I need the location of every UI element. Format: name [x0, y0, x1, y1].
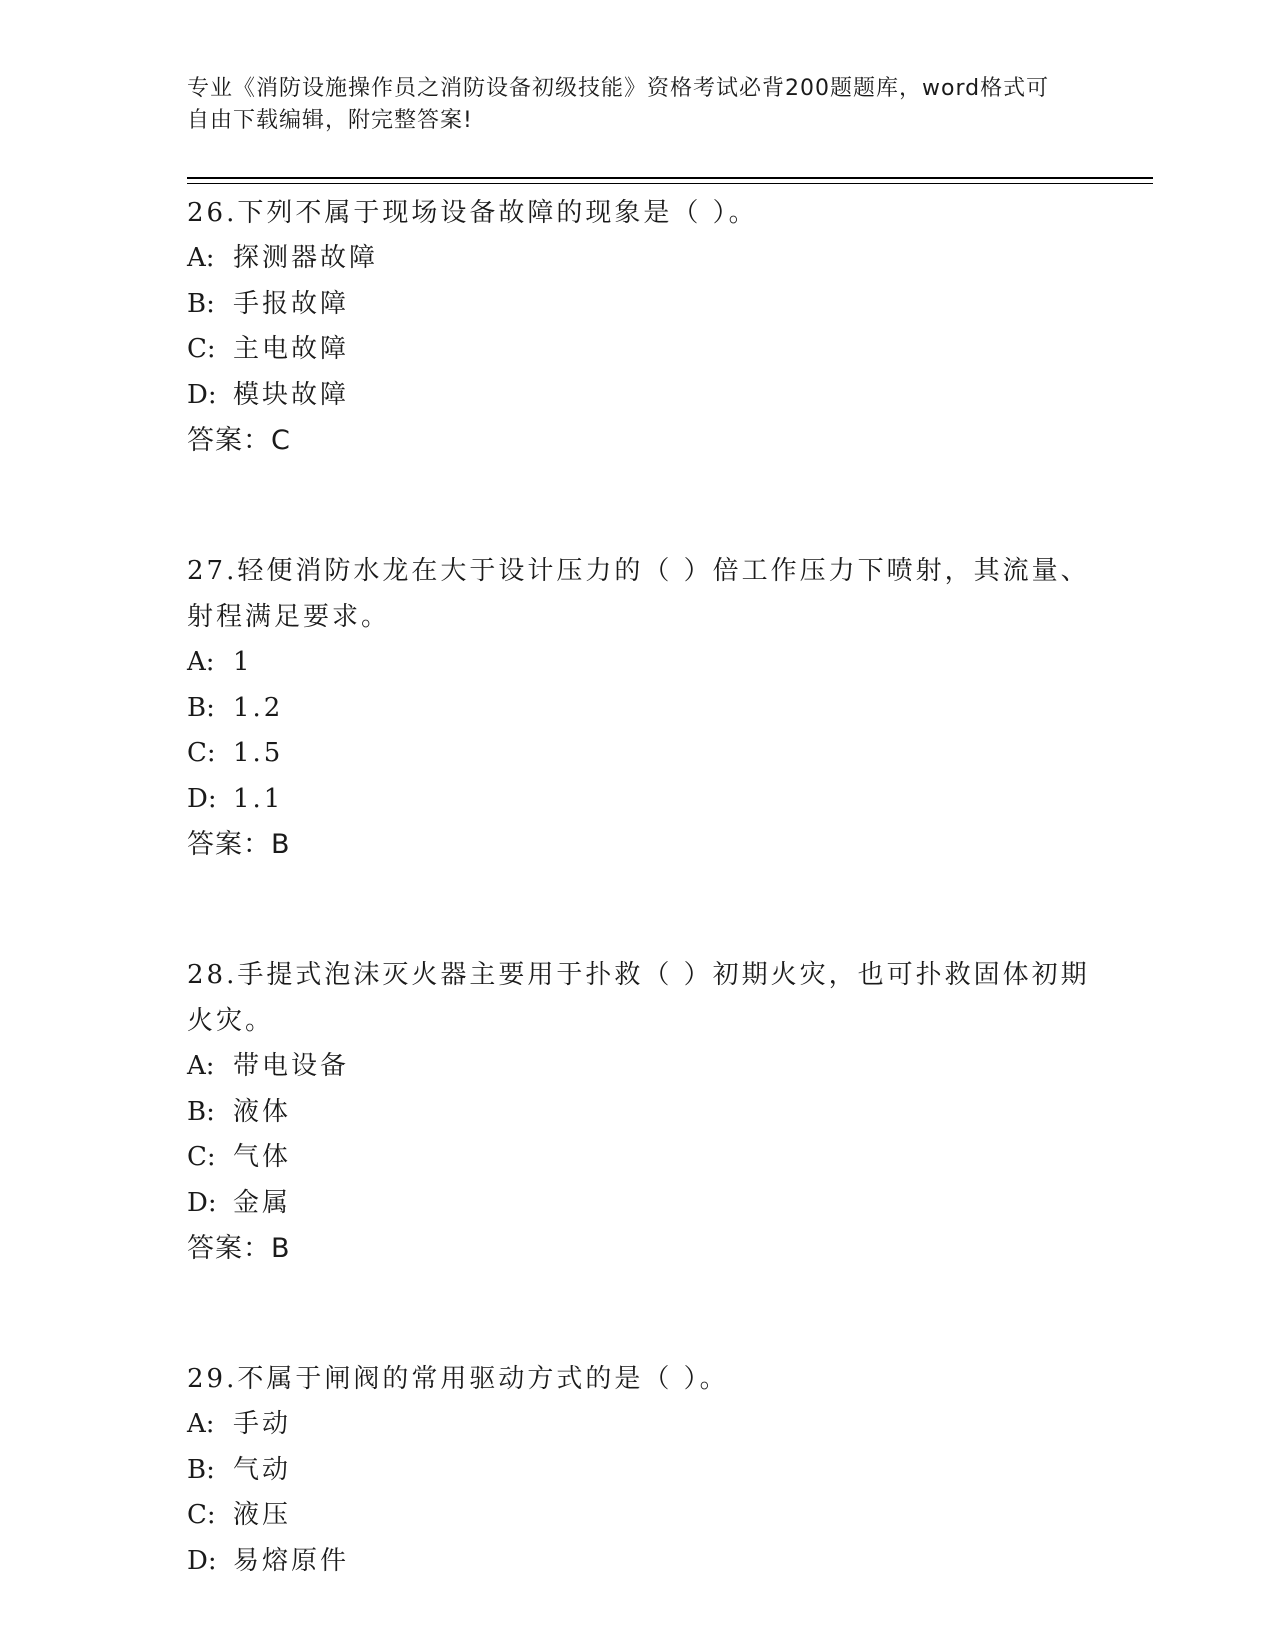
- option-d: [187, 1539, 1117, 1585]
- option-text: 1.2: [233, 692, 284, 723]
- option-letter: C:: [187, 334, 216, 364]
- option-letter: B:: [187, 1454, 215, 1485]
- option-b: [187, 282, 1117, 328]
- answer-line: 答案：B: [187, 1233, 291, 1264]
- option-letter: C:: [187, 1500, 216, 1530]
- option-letter: D:: [187, 1187, 217, 1218]
- question-spacer: [187, 464, 1117, 548]
- option-c: [187, 1135, 1117, 1181]
- option-letter: A:: [187, 1051, 215, 1081]
- option-a: [187, 1044, 1117, 1090]
- answer-line: 答案：C: [187, 425, 291, 456]
- question-spacer: [187, 868, 1117, 952]
- option-text: 金属: [233, 1187, 292, 1218]
- answer-line: 答案：B: [187, 829, 291, 860]
- option-text: 模块故障: [233, 379, 350, 410]
- option-text: 液体: [233, 1096, 292, 1127]
- option-b: [187, 1090, 1117, 1136]
- option-text: 手动: [233, 1409, 292, 1439]
- option-text: 探测器故障: [233, 243, 379, 273]
- option-c: [187, 1493, 1117, 1539]
- header-divider-thick: [187, 177, 1153, 179]
- option-letter: A:: [187, 647, 215, 677]
- question-stem: 29.不属于闸阀的常用驱动方式的是（ ）。: [187, 1364, 729, 1394]
- option-text: 1.1: [233, 783, 284, 814]
- option-letter: B:: [187, 288, 215, 319]
- question-29: [187, 1356, 1117, 1584]
- option-d: [187, 777, 1117, 823]
- option-text: 1: [233, 647, 253, 677]
- option-c: [187, 327, 1117, 373]
- option-letter: C:: [187, 1142, 216, 1172]
- document-header: [187, 73, 1067, 137]
- question-26: [187, 190, 1117, 464]
- option-letter: D:: [187, 783, 217, 814]
- option-text: 手报故障: [233, 288, 350, 319]
- option-d: [187, 373, 1117, 419]
- question-spacer: [187, 1272, 1117, 1356]
- option-letter: D:: [187, 379, 217, 410]
- question-list: [187, 190, 1117, 1584]
- option-letter: A:: [187, 1409, 215, 1439]
- header-divider-thin: [187, 183, 1153, 184]
- option-text: 气动: [233, 1454, 292, 1485]
- option-letter: D:: [187, 1545, 217, 1576]
- option-letter: B:: [187, 1096, 215, 1127]
- question-stem: 26.下列不属于现场设备故障的现象是（ ）。: [187, 198, 758, 228]
- option-letter: B:: [187, 692, 215, 723]
- option-b: [187, 686, 1117, 732]
- option-text: 主电故障: [233, 334, 350, 364]
- option-letter: C:: [187, 738, 216, 768]
- option-text: 易熔原件: [233, 1545, 350, 1576]
- question-27: [187, 548, 1117, 868]
- option-a: [187, 1402, 1117, 1448]
- option-a: [187, 640, 1117, 686]
- option-b: [187, 1448, 1117, 1494]
- option-text: 1.5: [233, 738, 284, 768]
- option-c: [187, 731, 1117, 777]
- option-letter: A:: [187, 243, 215, 273]
- option-text: 液压: [233, 1500, 292, 1530]
- option-d: [187, 1181, 1117, 1227]
- question-28: [187, 952, 1117, 1272]
- question-stem: 27.轻便消防水龙在大于设计压力的（ ）倍工作压力下喷射，其流量、射程满足要求。: [187, 556, 1090, 632]
- option-text: 气体: [233, 1142, 292, 1172]
- option-a: [187, 236, 1117, 282]
- option-text: 带电设备: [233, 1051, 350, 1081]
- question-stem: 28.手提式泡沫灭火器主要用于扑救（ ）初期火灾，也可扑救固体初期火灾。: [187, 960, 1090, 1036]
- header-intro-text: 专业《消防设施操作员之消防设备初级技能》资格考试必背200题题库，word格式可自由下载编辑，附完整答案!: [187, 76, 1050, 133]
